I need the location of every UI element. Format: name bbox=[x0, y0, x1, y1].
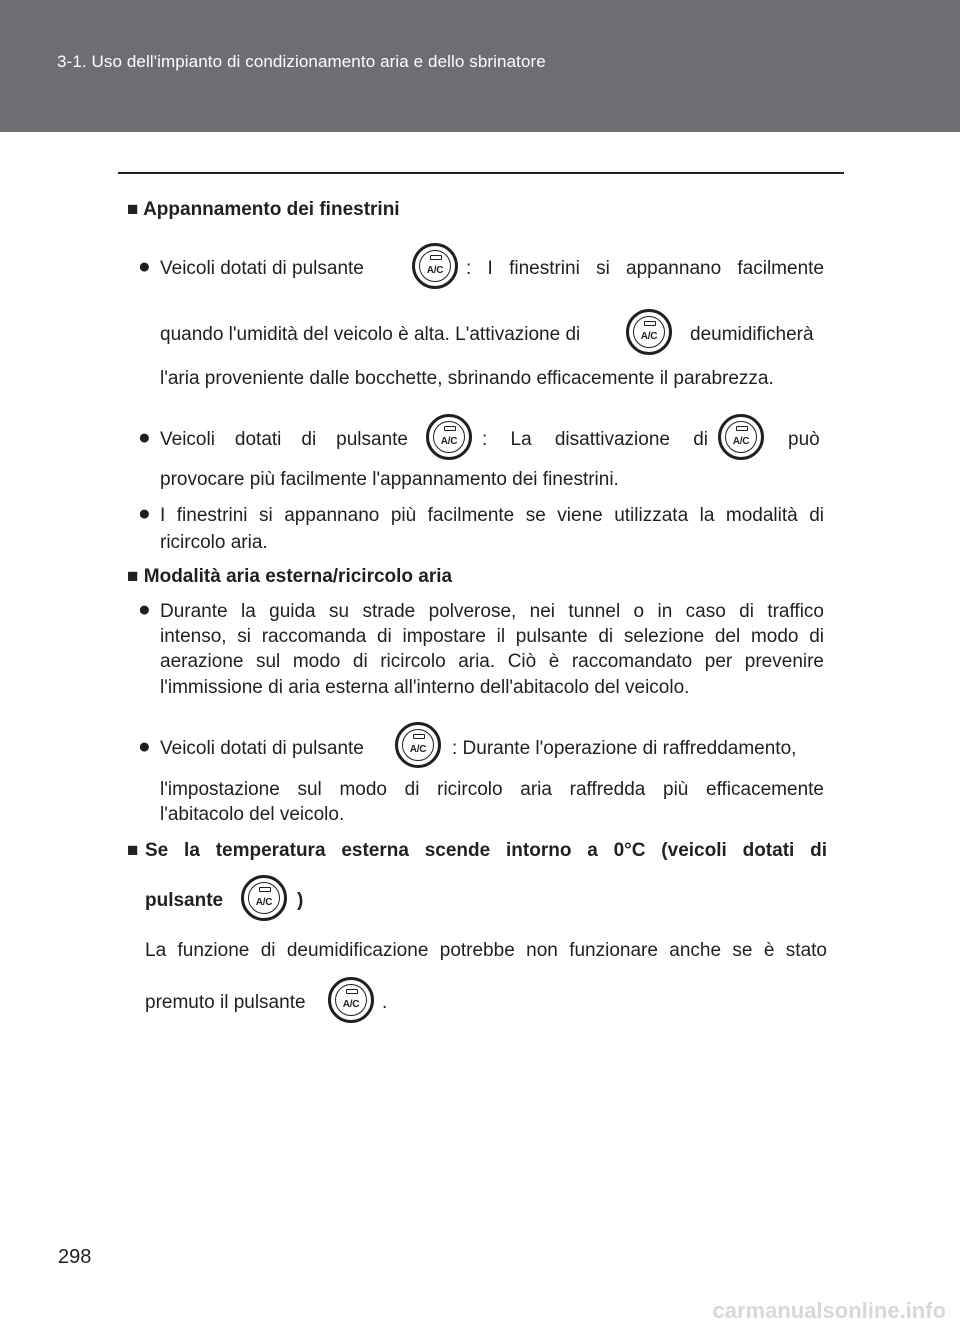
ac-button-icon: A/C bbox=[328, 977, 374, 1023]
text-line: provocare più facilmente l'appannamento dei finestrini. bbox=[160, 469, 619, 490]
section-heading-temperatura: Se la temperatura esterna scende intorno a 0°C (veicoli dotati di bbox=[145, 840, 827, 861]
round-bullet-icon: ● bbox=[138, 502, 151, 525]
section-heading-appannamento bbox=[127, 197, 400, 222]
chapter-header bbox=[0, 0, 960, 132]
watermark-text: carmanualsonline.info bbox=[712, 1298, 946, 1323]
ac-button-icon: A/C bbox=[426, 414, 472, 460]
text-line: . bbox=[382, 992, 388, 1013]
text-line: La funzione di deumidificazione potrebbe non funzionare anche se è stato bbox=[145, 940, 827, 961]
round-bullet-icon: ● bbox=[138, 598, 151, 621]
ac-button-icon: A/C bbox=[626, 309, 672, 355]
text-line: Durante la guida su strade polverose, nei tunnel o in caso di traffico bbox=[160, 601, 824, 622]
text-line: ricircolo aria. bbox=[160, 532, 268, 553]
text-line: deumidificherà bbox=[690, 324, 814, 345]
text-line: aerazione sul modo di ricircolo aria. Ciò è raccomandato per prevenire bbox=[160, 651, 824, 672]
heading-text: Appannamento dei finestrini bbox=[143, 199, 400, 220]
text-line: può bbox=[788, 429, 820, 450]
text-line: l'immissione di aria esterna all'interno dell'abitacolo del veicolo. bbox=[160, 677, 690, 698]
text-line: premuto il pulsante bbox=[145, 992, 306, 1013]
heading-text: pulsante bbox=[145, 890, 224, 911]
text-line: : Durante l'operazione di raffreddamento, bbox=[452, 738, 797, 759]
text-line: l'impostazione sul modo di ricircolo aria raffredda più efficacemente bbox=[160, 779, 824, 800]
square-bullet-icon: ■ bbox=[127, 199, 139, 220]
text-line: : I finestrini si appannano facilmente bbox=[466, 258, 824, 279]
text-line: l'abitacolo del veicolo. bbox=[160, 804, 345, 825]
page-number: 298 bbox=[58, 1246, 92, 1268]
text-line: l'aria proveniente dalle bocchette, sbrinando efficacemente il parabrezza. bbox=[160, 368, 774, 389]
chapter-title: 3-1. Uso dell'impianto di condizionamento aria e dello sbrinatore bbox=[57, 52, 546, 71]
text-line: intenso, si raccomanda di impostare il pulsante di selezione del modo di bbox=[160, 626, 824, 647]
ac-button-icon: A/C bbox=[395, 722, 441, 768]
section-heading-modalita bbox=[127, 564, 452, 589]
text-line: I finestrini si appannano più facilmente se viene utilizzata la modalità di bbox=[160, 505, 824, 526]
ac-button-icon: A/C bbox=[412, 243, 458, 289]
heading-text: Modalità aria esterna/ricircolo aria bbox=[143, 566, 453, 587]
text-line: Veicoli dotati di pulsante bbox=[160, 429, 408, 450]
text-line: quando l'umidità del veicolo è alta. L'attivazione di bbox=[160, 324, 581, 345]
ac-button-icon: A/C bbox=[718, 414, 764, 460]
text-line: : La disattivazione di bbox=[482, 429, 708, 450]
square-bullet-icon: ■ bbox=[127, 566, 139, 587]
ac-button-icon: A/C bbox=[241, 875, 287, 921]
text-line: Veicoli dotati di pulsante bbox=[160, 258, 364, 279]
square-bullet-icon: ■ bbox=[127, 840, 139, 861]
text-line: Veicoli dotati di pulsante bbox=[160, 738, 364, 759]
heading-text: ) bbox=[297, 890, 304, 911]
section-divider bbox=[118, 172, 844, 174]
round-bullet-icon: ● bbox=[138, 426, 151, 449]
round-bullet-icon: ● bbox=[138, 255, 151, 278]
round-bullet-icon: ● bbox=[138, 735, 151, 758]
